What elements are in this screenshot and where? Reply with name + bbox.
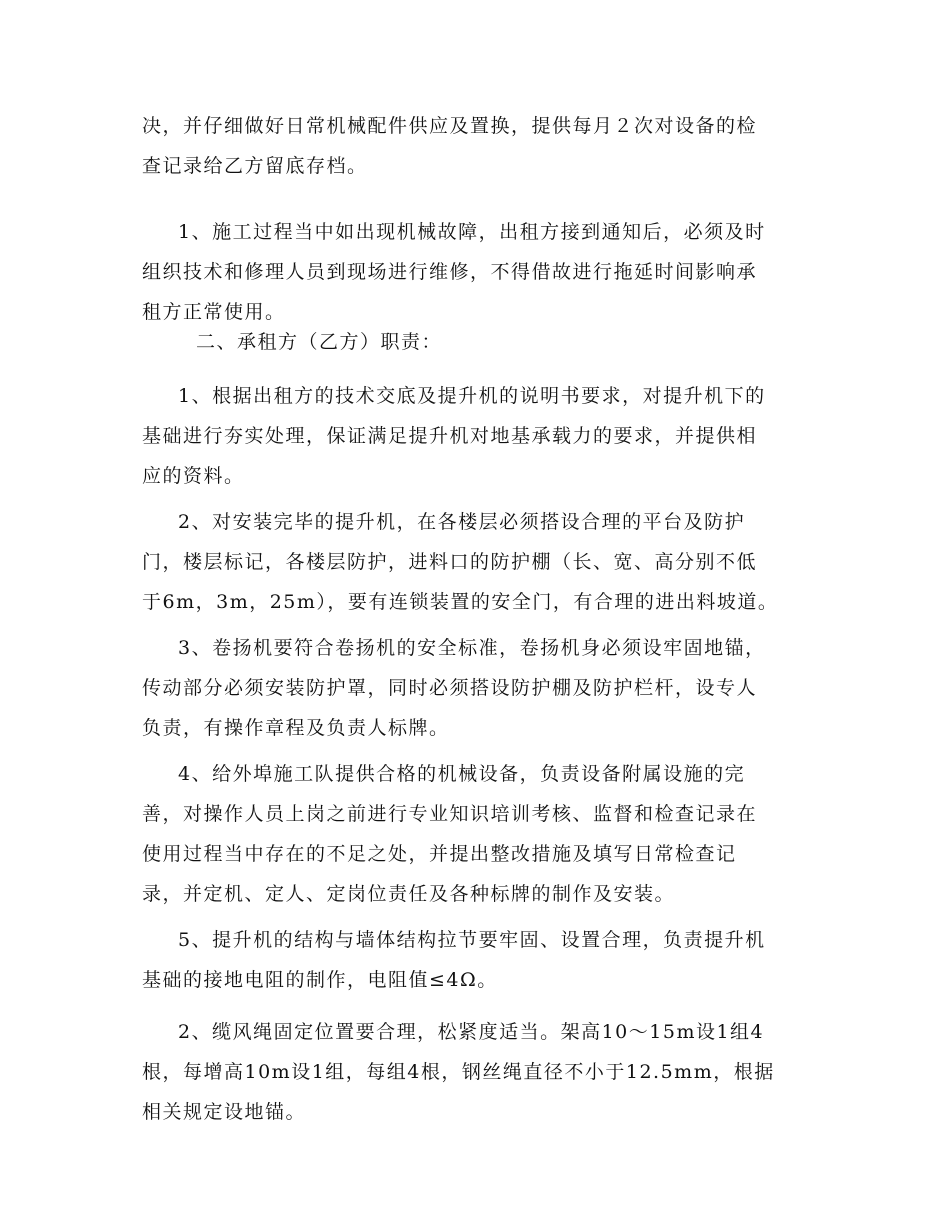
text-line: 基础的接地电阻的制作，电阻值≤4Ω。 xyxy=(142,969,498,991)
text-line: 使用过程当中存在的不足之处，并提出整改措施及填写日常检查记 xyxy=(142,843,737,865)
text-line: 基础进行夯实处理，保证满足提升机对地基承载力的要求，并提供相 xyxy=(142,425,758,447)
text-line: 组织技术和修理人员到现场进行维修，不得借故进行拖延时间影响承 xyxy=(142,261,758,283)
text-line: 2、对安装完毕的提升机，在各楼层必须搭设合理的平台及防护 xyxy=(178,511,746,533)
section-heading xyxy=(142,322,810,362)
text-line: 1、施工过程当中如出现机械故障，出租方接到通知后，必须及时 xyxy=(178,221,766,243)
text-line: 租方正常使用。 xyxy=(142,301,286,323)
text-line: 负责，有操作章程及负责人标牌。 xyxy=(142,717,450,739)
paragraph-6 xyxy=(142,754,810,914)
paragraph-4 xyxy=(142,502,810,622)
heading-line: 二、承租方（乙方）职责： xyxy=(196,331,443,353)
text-line: 于6m，3m，25m），要有连锁装置的安全门，有合理的进出料坡道。 xyxy=(142,591,779,613)
text-line: 决，并仔细做好日常机械配件供应及置换，提供每月２次对设备的检 xyxy=(142,115,758,137)
paragraph-5 xyxy=(142,628,810,748)
text-line: 善，对操作人员上岗之前进行专业知识培训考核、监督和检查记录在 xyxy=(142,803,758,825)
text-line: 传动部分必须安装防护罩，同时必须搭设防护棚及防护栏杆，设专人 xyxy=(142,677,758,699)
text-line: 2、缆风绳固定位置要合理，松紧度适当。架高10～15m设1组4 xyxy=(178,1021,765,1043)
paragraph-2 xyxy=(142,212,810,332)
text-line: 录，并定机、定人、定岗位责任及各种标牌的制作及安装。 xyxy=(142,883,676,905)
paragraph-7 xyxy=(142,920,810,1000)
text-line: 1、根据出租方的技术交底及提升机的说明书要求，对提升机下的 xyxy=(178,385,766,407)
paragraph-3 xyxy=(142,376,810,496)
text-line: 门，楼层标记，各楼层防护，进料口的防护棚（长、宽、高分别不低 xyxy=(142,551,758,573)
paragraph-8 xyxy=(142,1012,810,1132)
paragraph-1 xyxy=(142,106,810,186)
text-line: 应的资料。 xyxy=(142,465,245,487)
text-line: 相关规定设地锚。 xyxy=(142,1101,307,1123)
text-line: 根，每增高10m设1组，每组4根，钢丝绳直径不小于12.5mm，根据 xyxy=(142,1061,775,1083)
text-line: 5、提升机的结构与墙体结构拉节要牢固、设置合理，负责提升机 xyxy=(178,929,766,951)
text-line: 4、给外埠施工队提供合格的机械设备，负责设备附属设施的完 xyxy=(178,763,746,785)
text-line: 3、卷扬机要符合卷扬机的安全标准，卷扬机身必须设牢固地锚， xyxy=(178,637,766,659)
text-line: 查记录给乙方留底存档。 xyxy=(142,155,368,177)
